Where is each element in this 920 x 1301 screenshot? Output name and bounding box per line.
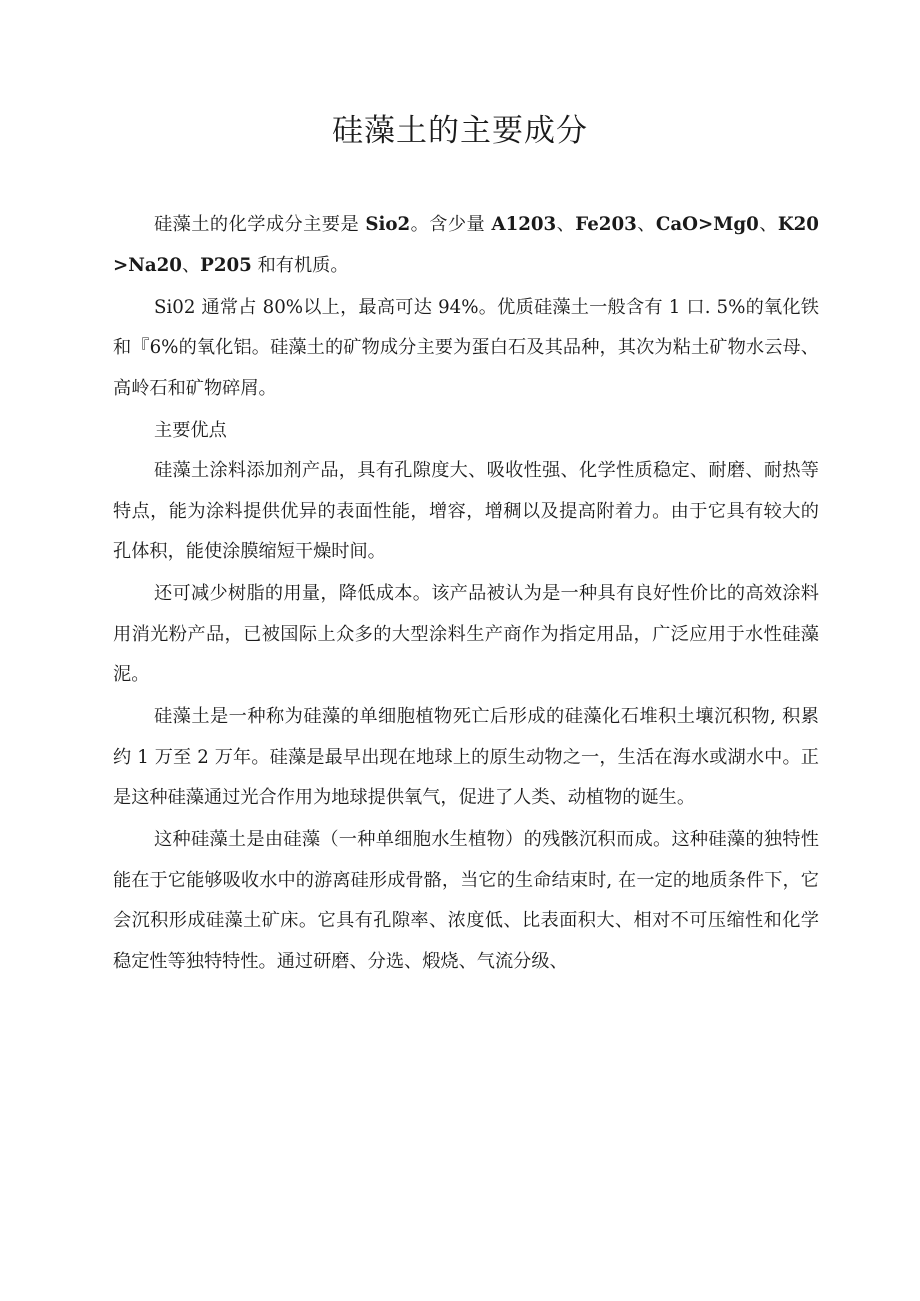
intro-text-3: 、: [556, 214, 576, 235]
cost-paragraph: 还可减少树脂的用量，降低成本。该产品被认为是一种具有良好性价比的高效涂料用消光粉产品，已被国际上众多的大型涂料生产商作为指定用品，广泛应用于水性硅藻泥。: [113, 583, 819, 685]
intro-text-2: 。含少量: [410, 214, 492, 235]
chem-p2o5: P205: [200, 254, 252, 276]
chem-cao-mgo: CaO>Mg0: [655, 214, 759, 235]
chem-fe2o3: Fe203: [575, 214, 637, 235]
formation-paragraph: 这种硅藻土是由硅藻（一种单细胞水生植物）的残骸沉积而成。这种硅藻的独特性能在于它能够吸收水中的游离硅形成骨骼，当它的生命结束时, 在一定的地质条件下，它会沉积形成硅藻土矿床。它具有孔隙率、浓度低、比表面积大、相对不可压缩性和化学稳定性等独特特性。通过研磨、分选、煅烧、气流分级、: [113, 829, 819, 972]
document-body: [113, 205, 819, 984]
intro-paragraph: [113, 205, 819, 286]
composition-paragraph: Si02 通常占 80%以上，最高可达 94%。优质硅藻土一般含有 1 口. 5%的氧化铁和『6%的氧化铝。硅藻土的矿物成分主要为蛋白石及其品种，其次为粘土矿物水云母、高岭石和矿物碎屑。: [113, 296, 819, 399]
intro-text-1: 硅藻土的化学成分主要是: [154, 214, 366, 235]
chem-k2o-na2o: K20>Na20: [113, 214, 819, 276]
intro-text-5: 、: [758, 214, 778, 235]
intro-text-7: 和有机质。: [251, 254, 349, 276]
chem-sio2: Sio2: [365, 214, 411, 235]
intro-text-4: 、: [636, 214, 656, 235]
section-heading: 主要优点: [154, 419, 227, 441]
chem-al2o3: A1203: [491, 214, 557, 235]
intro-text-6: 、: [181, 254, 201, 276]
document-title: 硅藻土的主要成分: [332, 113, 588, 149]
origin-paragraph: 硅藻土是一种称为硅藻的单细胞植物死亡后形成的硅藻化石堆积土壤沉积物, 积累约 1 万至 2 万年。硅藻是最早出现在地球上的原生动物之一，生活在海水或湖水中。正是这种硅藻通过光合作用为地球提供氧气，促进了人类、动植物的诞生。: [113, 706, 819, 808]
advantages-paragraph: 硅藻土涂料添加剂产品，具有孔隙度大、吸收性强、化学性质稳定、耐磨、耐热等特点，能为涂料提供优异的表面性能，增容，增稠以及提高附着力。由于它具有较大的孔体积，能使涂膜缩短干燥时间。: [113, 460, 819, 562]
